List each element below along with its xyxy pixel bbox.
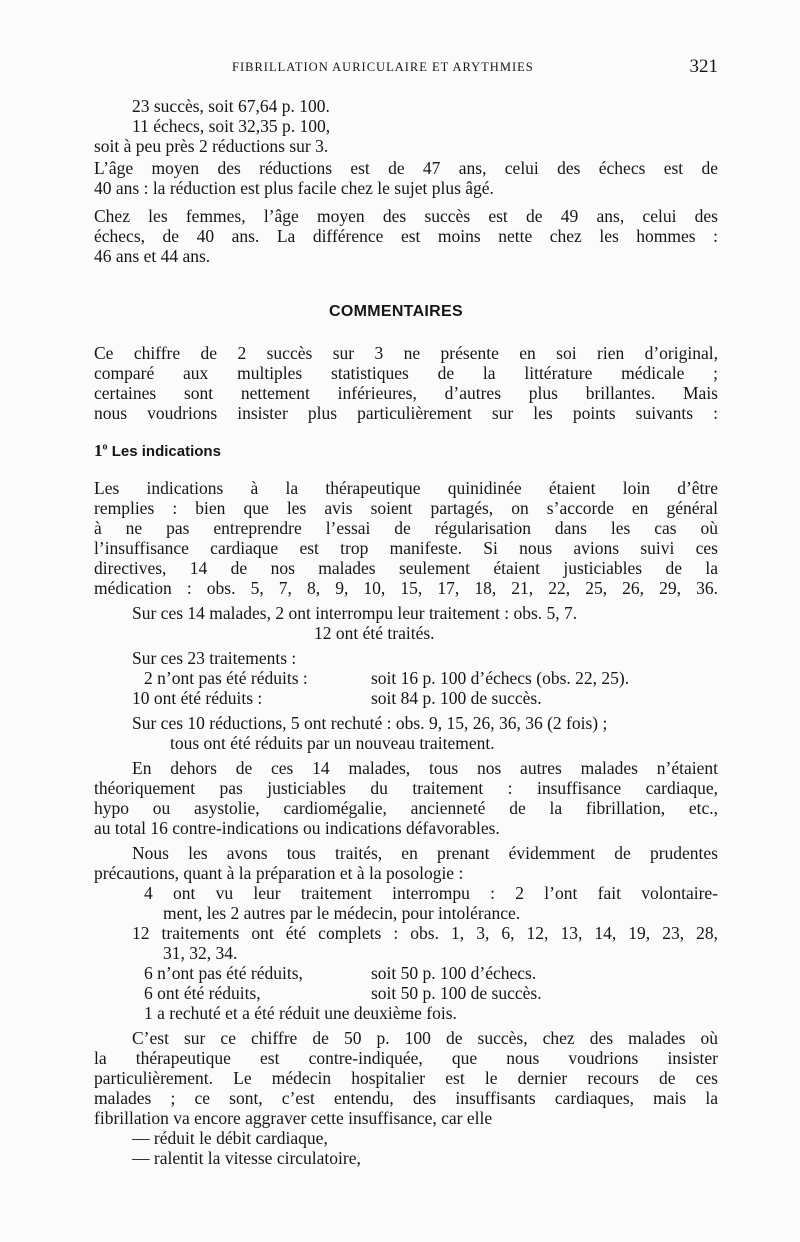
text-line: Sur ces 10 réductions, 5 ont rechuté : obs. 9, 15, 26, 36, 36 (2 fois) ; bbox=[132, 713, 608, 733]
text-line: Sur ces 23 traitements : bbox=[132, 648, 297, 668]
text-line: comparé aux multiples statistiques de la littérature médicale ; bbox=[94, 363, 718, 383]
text-line: soit 84 p. 100 de succès. bbox=[371, 688, 542, 708]
text-line: échecs, de 40 ans. La différence est moins nette chez les hommes : bbox=[94, 226, 718, 246]
text-line: nous voudrions insister plus particulièrement sur les points suivants : bbox=[94, 403, 718, 423]
text-line: 12 ont été traités. bbox=[314, 623, 435, 643]
text-line: 6 n’ont pas été réduits, bbox=[144, 963, 303, 983]
text-line: fibrillation va encore aggraver cette insuffisance, car elle bbox=[94, 1108, 493, 1128]
text-line: L’âge moyen des réductions est de 47 ans, celui des échecs est de bbox=[94, 158, 718, 178]
text-line: 23 succès, soit 67,64 p. 100. bbox=[132, 96, 330, 116]
text-line: 31, 32, 34. bbox=[163, 943, 238, 963]
text-line: 6 ont été réduits, bbox=[144, 983, 261, 1003]
text-line: au total 16 contre-indications ou indications défavorables. bbox=[94, 818, 500, 838]
text-line: 12 traitements ont été complets : obs. 1, 3, 6, 12, 13, 14, 19, 23, 28, bbox=[132, 923, 718, 943]
page-header bbox=[94, 56, 718, 80]
text-line: ment, les 2 autres par le médecin, pour intolérance. bbox=[163, 903, 521, 923]
text-line: la thérapeutique est contre-indiquée, que nous voudrions insister bbox=[94, 1048, 718, 1068]
text-line: Chez les femmes, l’âge moyen des succès est de 49 ans, celui des bbox=[94, 206, 718, 226]
text-line: C’est sur ce chiffre de 50 p. 100 de succès, chez des malades où bbox=[132, 1028, 718, 1048]
running-title: FIBRILLATION AURICULAIRE ET ARYTHMIES bbox=[232, 60, 534, 74]
text-line: Ce chiffre de 2 succès sur 3 ne présente en soi rien d’original, bbox=[94, 343, 718, 363]
text-line: 10 ont été réduits : bbox=[132, 688, 263, 708]
subheading-ordinal: o bbox=[102, 441, 108, 453]
text-line: précautions, quant à la préparation et à la posologie : bbox=[94, 863, 464, 883]
text-line: soit à peu près 2 réductions sur 3. bbox=[94, 136, 329, 156]
text-line: théoriquement pas justiciables du traitement : insuffisance cardiaque, bbox=[94, 778, 718, 798]
subheading-number: 1 bbox=[94, 441, 103, 460]
text-line: 1 a rechuté et a été réduit une deuxième fois. bbox=[144, 1003, 457, 1023]
text-line: Nous les avons tous traités, en prenant évidemment de prudentes bbox=[132, 843, 718, 863]
text-line: — réduit le débit cardiaque, bbox=[132, 1128, 328, 1148]
text-line: hypo ou asystolie, cardiomégalie, ancienneté de la fibrillation, etc., bbox=[94, 798, 718, 818]
text-line: médication : obs. 5, 7, 8, 9, 10, 15, 17, 18, 21, 22, 25, 26, 29, 36. bbox=[94, 578, 718, 598]
section-heading: COMMENTAIRES bbox=[329, 303, 463, 320]
text-line: l’insuffisance cardiaque est trop manifeste. Si nous avions suivi ces bbox=[94, 538, 718, 558]
text-line: particulièrement. Le médecin hospitalier est le dernier recours de ces bbox=[94, 1068, 718, 1088]
text-line: Sur ces 14 malades, 2 ont interrompu leur traitement : obs. 5, 7. bbox=[132, 603, 578, 623]
text-line: soit 16 p. 100 d’échecs (obs. 22, 25). bbox=[371, 668, 630, 688]
text-line: 4 ont vu leur traitement interrompu : 2 l’ont fait volontaire- bbox=[144, 883, 718, 903]
text-line: 2 n’ont pas été réduits : bbox=[144, 668, 308, 688]
text-line: — ralentit la vitesse circulatoire, bbox=[132, 1148, 361, 1168]
text-line: 11 échecs, soit 32,35 p. 100, bbox=[132, 116, 331, 136]
text-line: soit 50 p. 100 d’échecs. bbox=[371, 963, 537, 983]
page-number: 321 bbox=[689, 56, 718, 77]
text-line: certaines sont nettement inférieures, d’autres plus brillantes. Mais bbox=[94, 383, 718, 403]
text-line: à ne pas entreprendre l’essai de régularisation dans les cas où bbox=[94, 518, 718, 538]
subheading bbox=[94, 441, 221, 461]
text-line: tous ont été réduits par un nouveau traitement. bbox=[170, 733, 495, 753]
text-line: remplies : bien que les avis soient partagés, on s’accorde en général bbox=[94, 498, 718, 518]
text-line: 46 ans et 44 ans. bbox=[94, 246, 211, 266]
subheading-text: Les indications bbox=[111, 443, 221, 460]
text-line: 40 ans : la réduction est plus facile chez le sujet plus âgé. bbox=[94, 178, 494, 198]
text-line: En dehors de ces 14 malades, tous nos autres malades n’étaient bbox=[132, 758, 718, 778]
text-line: directives, 14 de nos malades seulement étaient justiciables de la bbox=[94, 558, 718, 578]
text-line: malades ; ce sont, c’est entendu, des insuffisants cardiaques, mais la bbox=[94, 1088, 718, 1108]
text-line: Les indications à la thérapeutique quinidinée étaient loin d’être bbox=[94, 478, 718, 498]
text-line: soit 50 p. 100 de succès. bbox=[371, 983, 542, 1003]
